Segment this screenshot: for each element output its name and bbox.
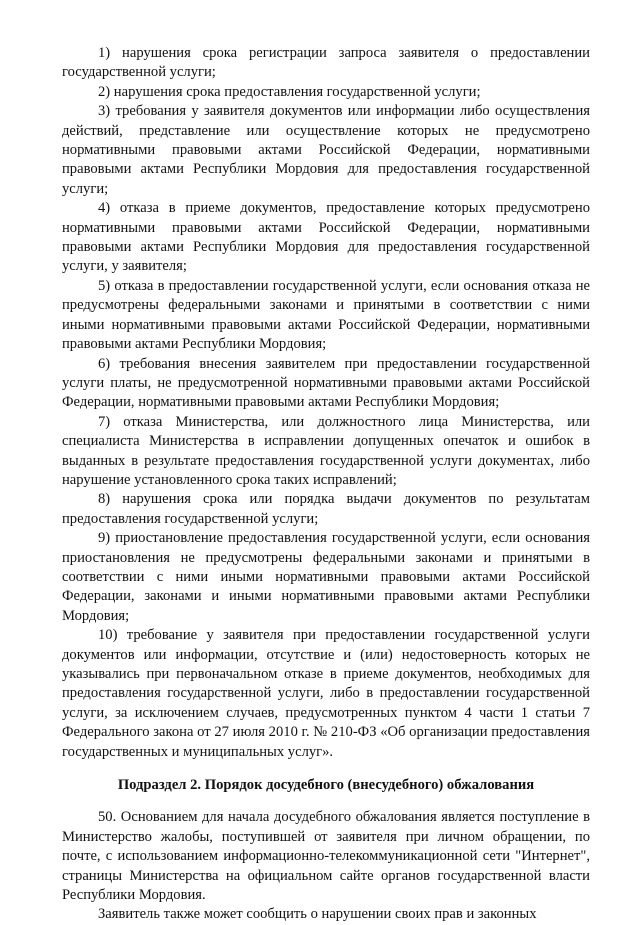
list-item-6: 6) требования внесения заявителем при предоставлении государственной услуги платы, не предусмотренной нормативными правовыми актами Российской Федерации, нормативными правовыми актами Республики Мордовия;	[62, 355, 590, 411]
list-item-3: 3) требования у заявителя документов или информации либо осуществления действий, представление или осуществление которых не предусмотрено нормативными правовыми актами Российской Федерации, нормативными правовыми актами Республики Мордовия для предоставления государственной услуги;	[62, 103, 590, 197]
paragraph-50: 50. Основанием для начала досудебного обжалования является поступление в Министерство жалобы, поступившей от заявителя при личном обращении, по почте, с использованием информационно-телекоммуникационной сети "Интернет", страницы Министерства на официальном сайте органов государственной власти Республики Мордовия.	[62, 809, 590, 904]
list-item-9: 9) приостановление предоставления государственной услуги, если основания приостановления не предусмотрены федеральными законами и принятыми в соответствии с ними иными нормативными правовыми актами Российской Федерации, законами и иными нормативными правовыми актами Республики Мордовия;	[62, 530, 590, 624]
list-item-10: 10) требование у заявителя при предоставлении государственной услуги документов или информации, отсутствие и (или) недостоверность которых не указывались при первоначальном отказе в приеме документов, необходимых для предоставления государственной услуги, либо в предоставлении государственной услуги, за исключением случаев, предусмотренных пунктом 4 части 1 статьи 7 Федерального закона от 27 июля 2010 г. № 210-ФЗ «Об организации предоставления государственных и муниципальных услуг».	[62, 627, 590, 760]
list-item-8: 8) нарушения срока или порядка выдачи документов по результатам предоставления государственной услуги;	[62, 491, 590, 527]
list-item-4: 4) отказа в приеме документов, предоставление которых предусмотрено нормативными правовыми актами Российской Федерации, нормативными правовыми актами Республики Мордовия для предоставления государственной услуги, у заявителя;	[62, 200, 590, 275]
list-item-2: 2) нарушения срока предоставления государственной услуги;	[98, 83, 481, 100]
list-item-1: 1) нарушения срока регистрации запроса заявителя о предоставлении государственной услуги;	[62, 45, 590, 81]
section-heading: Подраздел 2. Порядок досудебного (внесудебного) обжалования	[117, 777, 535, 794]
list-item-7: 7) отказа Министерства, или должностного лица Министерства, или специалиста Министерства в исправлении допущенных опечаток и ошибок в выданных в результате предоставления государственной услуги документах, либо нарушение установленного срока таких исправлений;	[62, 413, 590, 488]
document-page	[62, 44, 590, 925]
paragraph-continued: Заявитель также может сообщить о нарушении своих прав и законных	[98, 906, 537, 923]
list-item-5: 5) отказа в предоставлении государственной услуги, если основания отказа не предусмотрены федеральными законами и принятыми в соответствии с ними иными нормативными правовыми актами Российской Федерации, нормативными правовыми актами Республики Мордовия;	[62, 277, 590, 353]
